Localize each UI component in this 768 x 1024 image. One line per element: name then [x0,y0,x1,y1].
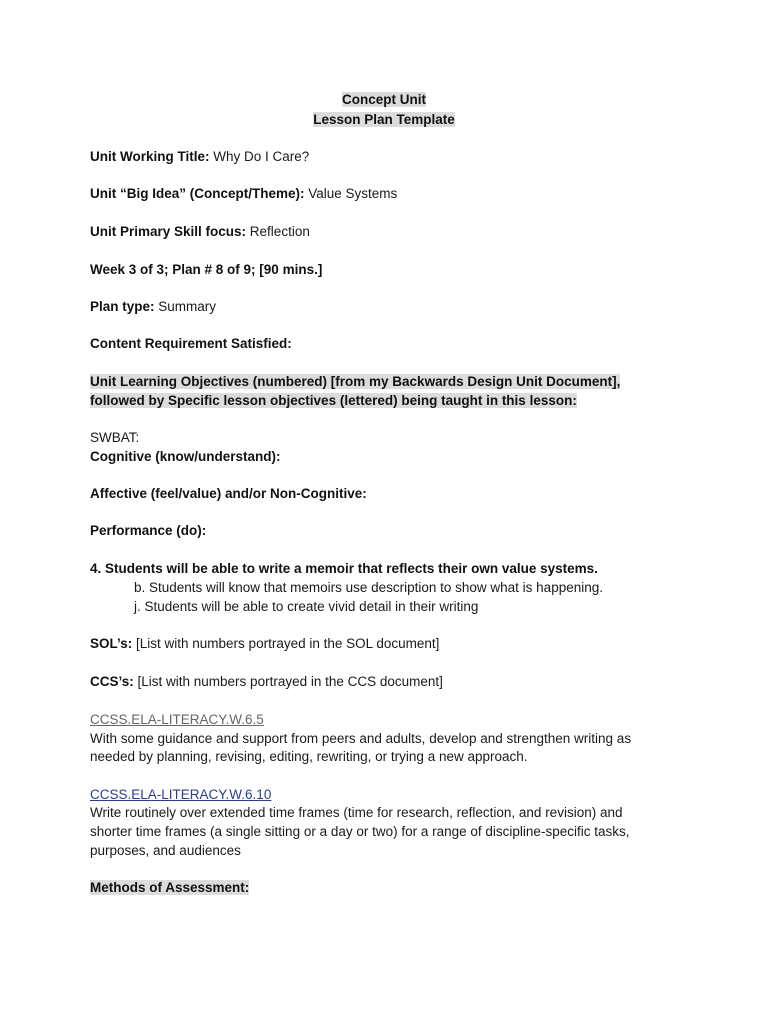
ccss-w65-desc-line-1 [90,730,631,748]
objective-b-row [134,579,603,597]
ccss-w610-desc-1: Write routinely over extended time frames (time for research, reflection, and revision) and [90,805,623,820]
content-requirement-row [90,335,292,353]
sol-value: [List with numbers portrayed in the SOL document] [132,636,440,651]
objective-4: 4. Students will be able to write a memoir that reflects their own value systems. [90,561,598,576]
ccss-w65-desc-2: needed by planning, revising, editing, rewriting, or trying a new approach. [90,749,528,764]
objectives-heading-line-1 [90,373,620,391]
ccss-w610-desc-line-2 [90,823,629,841]
cognitive-row [90,448,281,466]
ccss-w610-desc-line-1 [90,804,622,822]
working-title-row [90,148,309,166]
swbat-row [90,429,139,447]
document-title: Concept Unit [342,92,426,107]
document-subtitle: Lesson Plan Template [313,112,455,127]
cognitive-label: Cognitive (know/understand): [90,449,281,464]
ccss-w610-desc-2: shorter time frames (a single sitting or a day or two) for a range of discipline-specific tasks, [90,824,630,839]
ccss-w610-link[interactable]: CCSS.ELA-LITERACY.W.6.10 [90,787,272,802]
ccss-w65-row [90,711,264,729]
plan-type-value: Summary [154,299,217,314]
skill-focus-label: Unit Primary Skill focus: [90,224,247,239]
big-idea-label: Unit “Big Idea” (Concept/Theme): [90,186,305,201]
ccss-w610-row [90,786,271,804]
ccss-w610-desc-line-3 [90,842,241,860]
assessment-heading: Methods of Assessment: [90,880,250,895]
ccs-row [90,673,443,691]
big-idea-value: Value Systems [304,186,398,201]
objectives-heading-1: Unit Learning Objectives (numbered) [from my Backwards Design Unit Document], [90,374,621,389]
objective-4-row [90,560,598,578]
content-requirement-label: Content Requirement Satisfied: [90,336,292,351]
skill-focus-value: Reflection [246,224,310,239]
sol-label: SOL’s: [90,636,133,651]
working-title-label: Unit Working Title: [90,149,210,164]
swbat-label: SWBAT: [90,430,140,445]
ccss-w65-desc-1: With some guidance and support from peers and adults, develop and strengthen writing as [90,731,632,746]
ccss-w65-desc-line-2 [90,748,528,766]
skill-focus-row [90,223,310,241]
objective-j-row [134,598,478,616]
affective-row [90,485,367,503]
ccss-w610-desc-3: purposes, and audiences [90,843,241,858]
document-title-line [0,91,768,109]
big-idea-row [90,185,397,203]
objective-b: b. Students will know that memoirs use description to show what is happening. [134,580,603,595]
plan-type-label: Plan type: [90,299,155,314]
working-title-value: Why Do I Care? [209,149,310,164]
ccs-label: CCS’s: [90,674,134,689]
objective-j: j. Students will be able to create vivid detail in their writing [134,599,479,614]
plan-type-row [90,298,216,316]
objectives-heading-line-2 [90,392,577,410]
week-plan-text: Week 3 of 3; Plan # 8 of 9; [90 mins.] [90,262,323,277]
performance-row [90,522,206,540]
week-plan-row [90,261,322,279]
assessment-row [90,879,249,897]
affective-label: Affective (feel/value) and/or Non-Cognitive: [90,486,367,501]
ccs-value: [List with numbers portrayed in the CCS document] [133,674,443,689]
sol-row [90,635,439,653]
objectives-heading-2: followed by Specific lesson objectives (lettered) being taught in this lesson: [90,393,577,408]
ccss-w65-link[interactable]: CCSS.ELA-LITERACY.W.6.5 [90,712,264,727]
performance-label: Performance (do): [90,523,207,538]
document-subtitle-line [0,111,768,129]
